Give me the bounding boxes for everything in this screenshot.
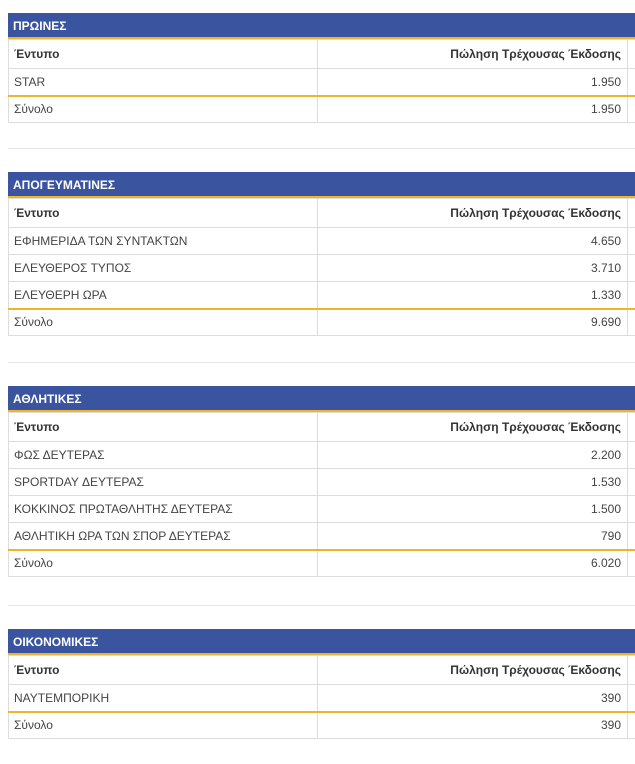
section-financial (8, 629, 635, 739)
total-label: Σύνολο (9, 712, 318, 739)
table-gap-cell (628, 255, 635, 282)
table-gap-cell (628, 712, 635, 739)
row-product: ΕΛΕΥΘΕΡΗ ΩΡΑ (9, 282, 318, 309)
row-sales: 390 (318, 685, 628, 712)
table-gap-cell (628, 685, 635, 712)
section-sports (8, 386, 635, 577)
table-row (9, 69, 635, 96)
section-title: ΠΡΩΙΝΕΣ (8, 13, 635, 39)
column-header-sales: Πώληση Τρέχουσας Έκδοσης (318, 199, 628, 228)
column-header-sales: Πώληση Τρέχουσας Έκδοσης (318, 656, 628, 685)
row-product: ΝΑΥΤΕΜΠΟΡΙΚΗ (9, 685, 318, 712)
section-divider (8, 148, 635, 149)
table-gap-cell (628, 469, 635, 496)
total-label: Σύνολο (9, 550, 318, 577)
table-header-row (9, 199, 635, 228)
row-product: ΕΛΕΥΘΕΡΟΣ ΤΥΠΟΣ (9, 255, 318, 282)
table-header-row (9, 413, 635, 442)
table-row (9, 282, 635, 309)
row-sales: 1.530 (318, 469, 628, 496)
table-total-row (9, 309, 635, 336)
section-divider (8, 605, 635, 606)
row-sales: 1.330 (318, 282, 628, 309)
table-gap-cell (628, 199, 635, 228)
section-morning (8, 13, 635, 123)
table-header-row (9, 656, 635, 685)
column-header-sales: Πώληση Τρέχουσας Έκδοσης (318, 413, 628, 442)
row-product: ΑΘΛΗΤΙΚΗ ΩΡΑ ΤΩΝ ΣΠΟΡ ΔΕΥΤΕΡΑΣ (9, 523, 318, 550)
row-product: ΚΟΚΚΙΝΟΣ ΠΡΩΤΑΘΛΗΤΗΣ ΔΕΥΤΕΡΑΣ (9, 496, 318, 523)
row-sales: 1.950 (318, 69, 628, 96)
table-row (9, 496, 635, 523)
row-product: ΕΦΗΜΕΡΙΔΑ ΤΩΝ ΣΥΝΤΑΚΤΩΝ (9, 228, 318, 255)
column-header-product: Έντυπο (9, 413, 318, 442)
table-gap-cell (628, 282, 635, 309)
table-row (9, 228, 635, 255)
row-product: STAR (9, 69, 318, 96)
column-header-sales: Πώληση Τρέχουσας Έκδοσης (318, 40, 628, 69)
table-row (9, 469, 635, 496)
table-gap-cell (628, 413, 635, 442)
total-value: 6.020 (318, 550, 628, 577)
row-product: ΦΩΣ ΔΕΥΤΕΡΑΣ (9, 442, 318, 469)
column-header-product: Έντυπο (9, 199, 318, 228)
row-sales: 2.200 (318, 442, 628, 469)
column-header-product: Έντυπο (9, 40, 318, 69)
table-gap-cell (628, 309, 635, 336)
table-gap-cell (628, 496, 635, 523)
sales-table (8, 412, 635, 577)
section-title: ΟΙΚΟΝΟΜΙΚΕΣ (8, 629, 635, 655)
row-sales: 4.650 (318, 228, 628, 255)
section-title: ΑΠΟΓΕΥΜΑΤΙΝΕΣ (8, 172, 635, 198)
table-gap-cell (628, 96, 635, 123)
table-row (9, 685, 635, 712)
table-total-row (9, 712, 635, 739)
column-header-product: Έντυπο (9, 656, 318, 685)
sales-table (8, 655, 635, 739)
total-value: 1.950 (318, 96, 628, 123)
total-label: Σύνολο (9, 96, 318, 123)
table-header-row (9, 40, 635, 69)
table-gap-cell (628, 442, 635, 469)
table-row (9, 442, 635, 469)
table-total-row (9, 550, 635, 577)
total-label: Σύνολο (9, 309, 318, 336)
table-total-row (9, 96, 635, 123)
section-title: ΑΘΛΗΤΙΚΕΣ (8, 386, 635, 412)
table-row (9, 523, 635, 550)
table-gap-cell (628, 656, 635, 685)
row-sales: 3.710 (318, 255, 628, 282)
row-sales: 1.500 (318, 496, 628, 523)
section-afternoon (8, 172, 635, 336)
table-gap-cell (628, 550, 635, 577)
sales-table (8, 198, 635, 336)
table-gap-cell (628, 40, 635, 69)
section-divider (8, 362, 635, 363)
table-row (9, 255, 635, 282)
row-product: SPORTDAY ΔΕΥΤΕΡΑΣ (9, 469, 318, 496)
table-gap-cell (628, 228, 635, 255)
sales-table (8, 39, 635, 123)
table-gap-cell (628, 69, 635, 96)
total-value: 390 (318, 712, 628, 739)
total-value: 9.690 (318, 309, 628, 336)
table-gap-cell (628, 523, 635, 550)
row-sales: 790 (318, 523, 628, 550)
